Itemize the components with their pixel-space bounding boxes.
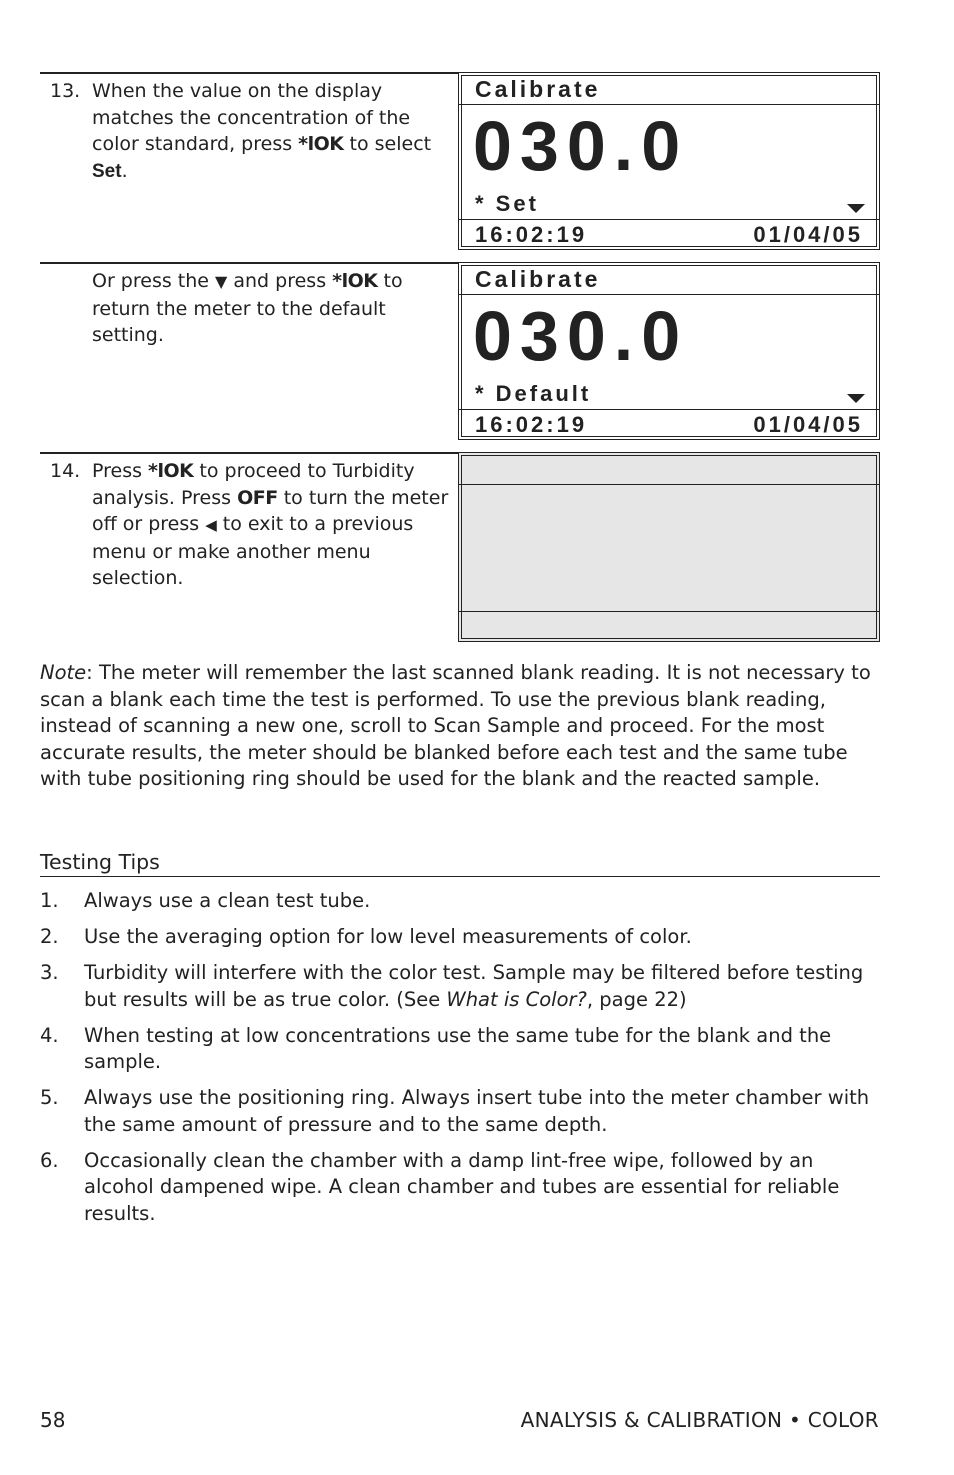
ok-key-label: *lOK <box>332 270 378 292</box>
left-key-icon: ◀ <box>205 516 217 534</box>
step-14-instruction <box>40 452 458 642</box>
step-14-row <box>40 452 880 642</box>
step-text: When the value on the display matches the concentration of the color standard, press *lOK to select Set. <box>92 80 432 182</box>
down-key-icon: ▼ <box>215 272 228 291</box>
page-number: 58 <box>40 1408 66 1432</box>
step-13-alt-instruction <box>40 262 458 440</box>
testing-tips-heading: Testing Tips <box>40 848 880 877</box>
display-option: * Set <box>475 191 539 216</box>
display-time: 16:02:19 <box>475 412 588 437</box>
list-item: 1. Always use a clean test tube. <box>40 889 371 912</box>
display-footer <box>459 409 879 439</box>
display-value: 030.0 <box>473 107 689 185</box>
off-key-label: OFF <box>237 486 278 509</box>
list-item: 3. Turbidity will interfere with the color test. Sample may be filtered before testing but results will be as true color. (See What is Color?, page 22) <box>40 961 864 1011</box>
display-option: * Default <box>475 381 592 406</box>
section-title: ANALYSIS & CALIBRATION • COLOR <box>520 1408 879 1432</box>
down-arrow-icon <box>847 204 865 213</box>
cross-reference: What is Color? <box>446 987 587 1011</box>
note-label: Note <box>40 661 87 684</box>
step-number: 14. <box>50 460 81 482</box>
step-number: 13. <box>50 80 81 102</box>
step-text: Or press the ▼ and press *lOK to return the meter to the default setting. <box>92 270 403 346</box>
list-item: 5. Always use the positioning ring. Always insert tube into the meter chamber with the same amount of pressure and to the same depth. <box>40 1086 870 1136</box>
display-header <box>459 453 879 485</box>
ok-key-label: *lOK <box>298 133 344 155</box>
step-13-instruction <box>40 72 458 250</box>
display-date: 01/04/05 <box>753 222 863 247</box>
meter-display-blank <box>458 452 880 642</box>
testing-tips-list <box>40 888 885 1237</box>
list-item: 6. Occasionally clean the chamber with a damp lint-free wipe, followed by an alcohol dampened wipe. A clean chamber and tubes are essential for reliable results. <box>40 1148 840 1225</box>
meter-display-set <box>458 72 880 250</box>
list-item: 4. When testing at low concentrations use the same tube for the blank and the sample. <box>40 1023 832 1073</box>
note-paragraph: Note: The meter will remember the last scanned blank reading. It is not necessary to scan a blank each time the test is performed. To use the previous blank reading, instead of scanning a new one, scroll to Scan Sample and proceed. For the most accurate results, the meter should be blanked before each test and the same tube with tube positioning ring should be used for the blank and the reacted sample. <box>40 661 871 790</box>
display-value: 030.0 <box>473 297 689 375</box>
display-header: Calibrate <box>459 73 879 105</box>
set-word: Set <box>92 160 122 182</box>
step-text: Press *lOK to proceed to Turbidity analysis. Press OFF to turn the meter off or press ◀ to exit to a previous menu or make another menu selection. <box>92 460 449 589</box>
display-time: 16:02:19 <box>475 222 588 247</box>
display-date: 01/04/05 <box>753 412 863 437</box>
list-item: 2. Use the averaging option for low level measurements of color. <box>40 925 692 948</box>
step-13-row <box>40 72 880 250</box>
step-13-alt-row <box>40 262 880 440</box>
display-header: Calibrate <box>459 263 879 295</box>
ok-key-label: *lOK <box>148 460 194 482</box>
display-footer <box>459 219 879 249</box>
display-footer <box>459 611 879 641</box>
down-arrow-icon <box>847 394 865 403</box>
meter-display-default <box>458 262 880 440</box>
